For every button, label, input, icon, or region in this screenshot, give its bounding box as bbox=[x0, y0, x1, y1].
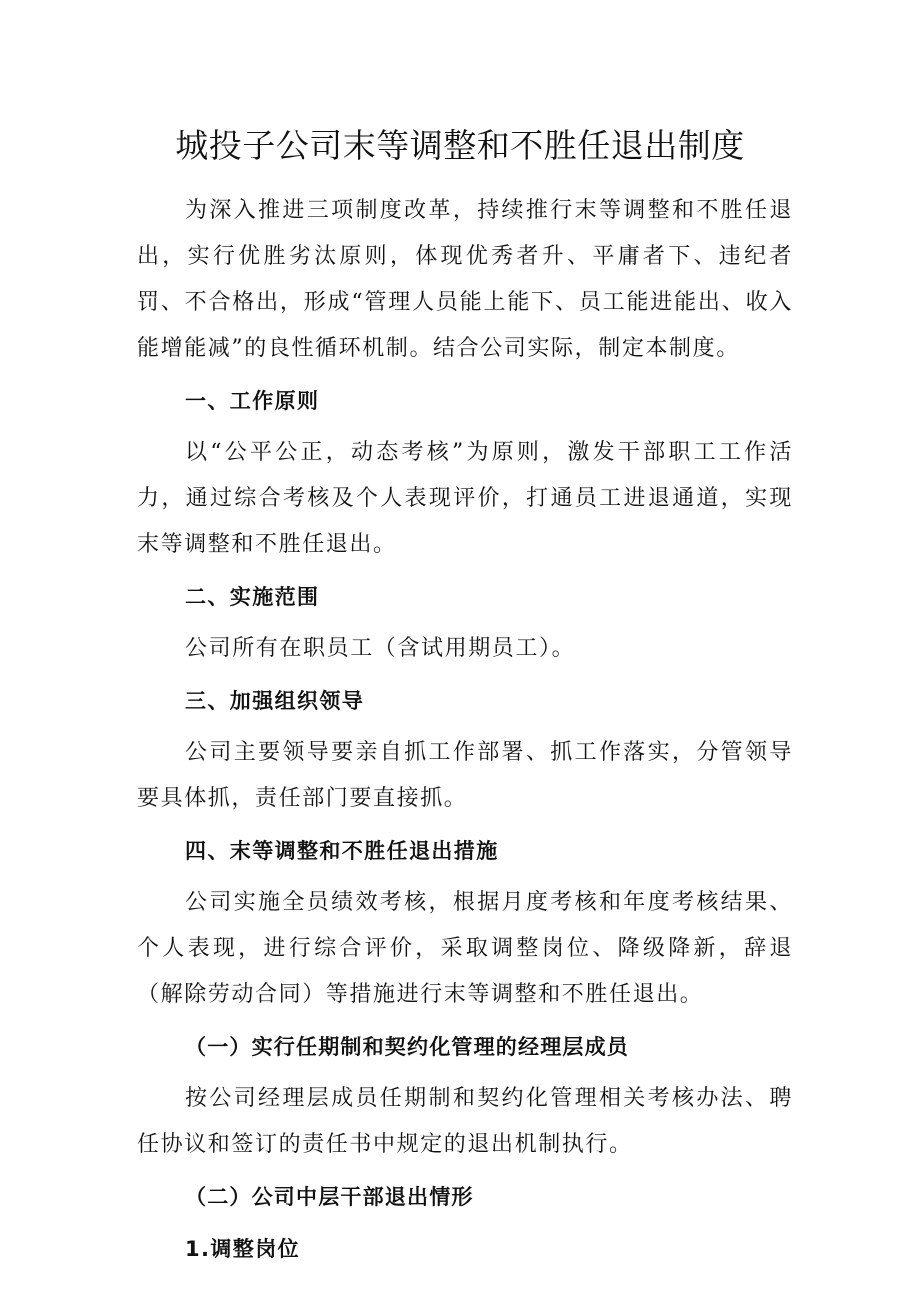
subsection-heading-middle-cadres: （二）公司中层干部退出情形 bbox=[185, 1185, 474, 1209]
subsection-heading-managers: （一）实行任期制和契约化管理的经理层成员 bbox=[185, 1035, 629, 1059]
section-text-measures: 公司实施全员绩效考核，根据月度考核和年度考核结果、个人表现，进行综合评价，采取调整岗位、降级降新，辞退（解除劳动合同）等措施进行末等调整和不胜任退出。 bbox=[137, 890, 793, 1007]
section-heading-leadership: 三、加强组织领导 bbox=[185, 689, 365, 713]
section-text-scope: 公司所有在职员工（含试用期员工）。 bbox=[185, 636, 576, 661]
intro-paragraph: 为深入推进三项制度改革，持续推行末等调整和不胜任退出，实行优胜劣汰原则，体现优秀者升、平庸者下、违纪者罚、不合格出，形成“管理人员能上能下、员工能进能出、收入能增能减”的良性循环机制。结合公司实际，制定本制度。 bbox=[137, 198, 793, 361]
section-heading-measures: 四、末等调整和不胜任退出措施 bbox=[185, 839, 499, 863]
subsection-text-managers: 按公司经理层成员任期制和契约化管理相关考核办法、聘任协议和签订的责任书中规定的退出机制执行。 bbox=[137, 1086, 793, 1157]
document-body bbox=[137, 188, 793, 1278]
section-text-leadership: 公司主要领导要亲自抓工作部署、抓工作落实，分管领导要具体抓，责任部门要直接抓。 bbox=[137, 740, 793, 811]
section-text-principles: 以“公平公正，动态考核”为原则，激发干部职工工作活力，通过综合考核及个人表现评价，打通员工进退通道，实现末等调整和不胜任退出。 bbox=[137, 440, 793, 557]
section-heading-principles: 一、工作原则 bbox=[185, 389, 320, 413]
item-heading-adjust-position: 1.调整岗位 bbox=[185, 1237, 300, 1261]
section-heading-scope: 二、实施范围 bbox=[185, 585, 320, 609]
document-title: 城投子公司末等调整和不胜任退出制度 bbox=[175, 126, 745, 165]
